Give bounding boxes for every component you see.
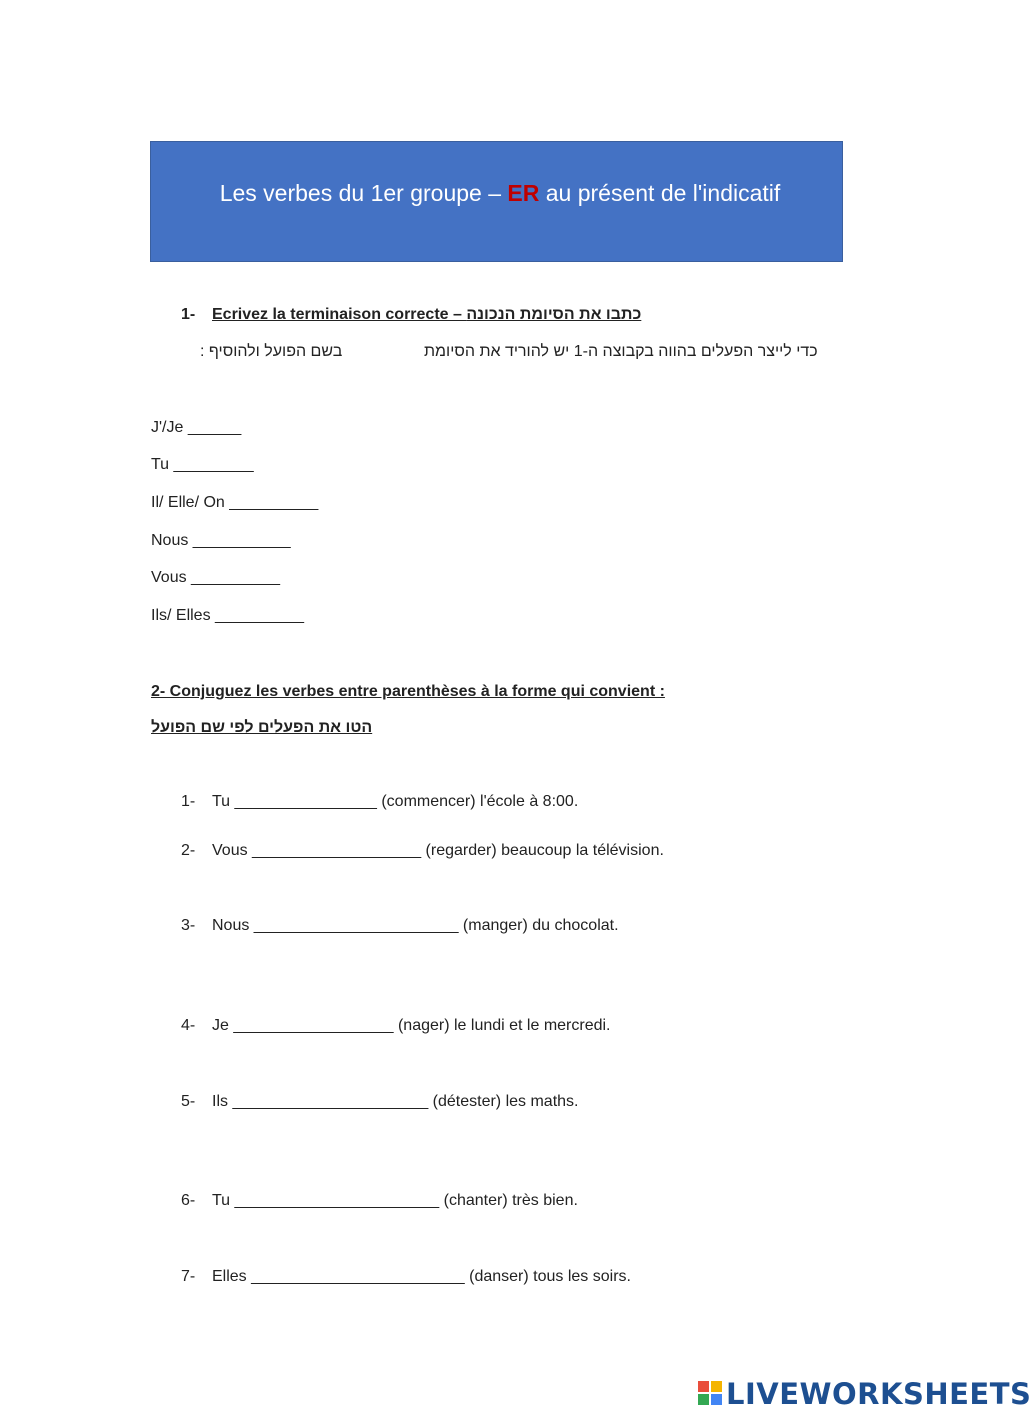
pronoun-line-je[interactable]: J'/Je ______ — [151, 419, 242, 436]
pronoun-line-ils-elles[interactable]: Ils/ Elles __________ — [151, 607, 304, 624]
exercise-item[interactable] — [181, 1017, 611, 1035]
logo-square-e — [711, 1394, 722, 1405]
logo-square-i — [711, 1381, 722, 1392]
worksheet-title — [0, 180, 1000, 207]
section-2-title-hebrew: הטו את הפעלים לפי שם הפועל — [151, 719, 373, 736]
logo-icon — [698, 1381, 722, 1405]
pronoun-line-il-elle-on[interactable]: Il/ Elle/ On __________ — [151, 494, 319, 511]
exercise-text: Tu _______________________ (chanter) très bien. — [212, 1192, 578, 1209]
title-er-highlight: ER — [507, 180, 540, 206]
exercise-number: 3- — [181, 917, 196, 934]
exercise-item[interactable] — [181, 1268, 631, 1286]
exercise-number: 1- — [181, 793, 196, 810]
title-part-1: Les verbes du 1er groupe – — [219, 180, 508, 206]
exercise-number: 5- — [181, 1093, 196, 1110]
exercise-text: Elles ________________________ (danser) tous les soirs. — [212, 1268, 631, 1285]
section-1-instruction-right: כדי לייצר הפעלים בהווה בקבוצה ה-1 יש להוריד את הסיומת — [424, 343, 818, 360]
exercise-number: 4- — [181, 1017, 196, 1034]
pronoun-line-vous[interactable]: Vous __________ — [151, 569, 281, 586]
title-part-2: au présent de l'indicatif — [539, 180, 781, 206]
exercise-item[interactable] — [181, 793, 578, 811]
section-1-instruction-left: בשם הפועל ולהוסיף : — [200, 343, 343, 360]
section-1-number: 1- — [181, 306, 196, 323]
exercise-text: Je __________________ (nager) le lundi et le mercredi. — [212, 1017, 611, 1034]
section-1-heading — [181, 306, 641, 324]
logo-square-l — [698, 1381, 709, 1392]
section-2-title: 2- Conjuguez les verbes entre parenthèses à la forme qui convient : — [151, 683, 665, 700]
pronoun-line-tu[interactable]: Tu _________ — [151, 456, 254, 473]
exercise-text: Tu ________________ (commencer) l'école à 8:00. — [212, 793, 579, 810]
exercise-text: Nous _______________________ (manger) du chocolat. — [212, 917, 619, 934]
pronoun-line-nous[interactable]: Nous ___________ — [151, 532, 291, 549]
logo-square-v — [698, 1394, 709, 1405]
exercise-item[interactable] — [181, 917, 619, 935]
exercise-number: 2- — [181, 842, 196, 859]
exercise-number: 7- — [181, 1268, 196, 1285]
exercise-text: Ils ______________________ (détester) les maths. — [212, 1093, 579, 1110]
exercise-number: 6- — [181, 1192, 196, 1209]
logo-text: LIVEWORKSHEETS — [726, 1377, 1031, 1411]
exercise-item[interactable] — [181, 842, 664, 860]
section-1-title: Ecrivez la terminaison correcte – כתבו את הסיומת הנכונה — [212, 306, 642, 323]
exercise-item[interactable] — [181, 1192, 578, 1210]
exercise-item[interactable] — [181, 1093, 578, 1111]
exercise-text: Vous ___________________ (regarder) beaucoup la télévision. — [212, 842, 664, 859]
